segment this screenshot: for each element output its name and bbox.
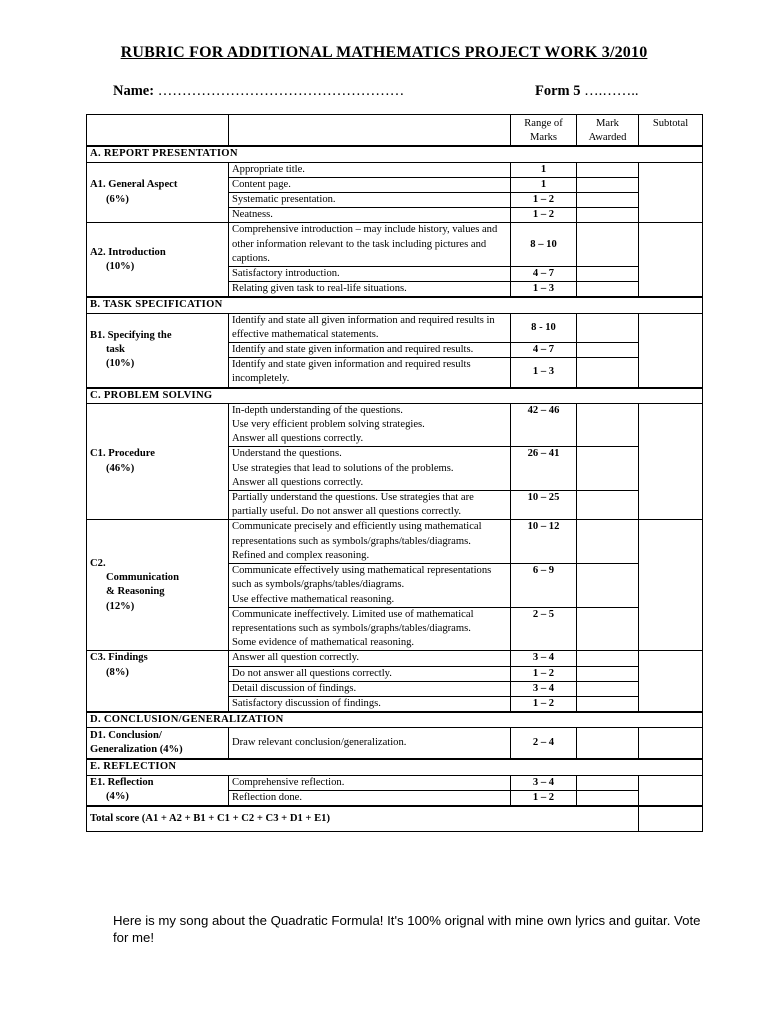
row-range: 10 – 25 <box>511 491 577 520</box>
criterion-label: A1. General Aspect <box>90 179 178 191</box>
criterion-label-cont: Communication <box>106 572 179 584</box>
row-line: Use very efficient problem solving strategies. <box>232 419 425 431</box>
row-range: 8 – 10 <box>511 223 577 267</box>
form-field-row <box>535 83 639 100</box>
table-row <box>87 223 703 267</box>
subtotal-cell[interactable] <box>639 775 703 806</box>
row-range: 1 – 2 <box>511 696 577 712</box>
mark-cell[interactable] <box>577 193 639 208</box>
criterion-label: D1. Conclusion/ <box>90 730 162 742</box>
table-row <box>87 775 703 790</box>
total-row <box>87 806 703 832</box>
row-line: Use strategies that lead to solutions of the problems. <box>232 462 454 474</box>
row-line: Understand the questions. <box>232 448 342 460</box>
row-range: 4 – 7 <box>511 267 577 282</box>
song-note: Here is my song about the Quadratic Formula! It's 100% orignal with mine own lyrics and guitar. Vote for me! <box>113 913 701 945</box>
row-range: 2 – 5 <box>511 607 577 651</box>
row-range: 1 <box>511 162 577 177</box>
mark-cell[interactable] <box>577 696 639 712</box>
table-row <box>87 162 703 177</box>
mark-cell[interactable] <box>577 177 639 192</box>
header-blank-desc <box>229 115 511 147</box>
subtotal-cell[interactable] <box>639 162 703 223</box>
row-description: Partially understand the questions. Use strategies that are partially useful. Do not answer all questions correctly. <box>229 491 511 520</box>
criterion-weight: (8%) <box>106 666 129 678</box>
criterion-weight: (10%) <box>106 260 135 272</box>
row-range: 1 – 3 <box>511 358 577 388</box>
row-description: Content page. <box>229 177 511 192</box>
row-line: Answer all questions correctly. <box>232 476 364 488</box>
mark-cell[interactable] <box>577 728 639 760</box>
table-row <box>87 728 703 760</box>
row-description: Identify and state given information and required results. <box>229 343 511 358</box>
header-blank-criteria <box>87 115 229 147</box>
mark-cell[interactable] <box>577 162 639 177</box>
rubric-table <box>86 114 703 832</box>
section-b-heading: B. TASK SPECIFICATION <box>87 297 703 313</box>
criterion-weight: (12%) <box>106 600 135 612</box>
total-score-cell[interactable] <box>639 806 703 832</box>
row-description: Satisfactory introduction. <box>229 267 511 282</box>
mark-cell[interactable] <box>577 343 639 358</box>
mark-cell[interactable] <box>577 267 639 282</box>
section-row <box>87 759 703 775</box>
row-description: Reflection done. <box>229 790 511 806</box>
row-range: 42 – 46 <box>511 403 577 447</box>
criterion-d1 <box>87 728 229 760</box>
criterion-a1 <box>87 162 229 223</box>
row-range: 1 – 2 <box>511 666 577 681</box>
row-line: In-depth understanding of the questions. <box>232 404 403 416</box>
section-row <box>87 297 703 313</box>
row-description <box>229 520 511 564</box>
row-description: Comprehensive introduction – may include history, values and other information relevant to the task including pictures and captions. <box>229 223 511 267</box>
row-range: 8 - 10 <box>511 313 577 342</box>
mark-cell[interactable] <box>577 790 639 806</box>
row-description <box>229 607 511 651</box>
row-range: 26 – 41 <box>511 447 577 491</box>
row-range: 3 – 4 <box>511 651 577 666</box>
name-field-row <box>113 83 404 100</box>
criterion-label-cont: task <box>106 344 125 356</box>
criterion-weight: (10%) <box>106 358 135 370</box>
row-description <box>229 447 511 491</box>
row-description: Comprehensive reflection. <box>229 775 511 790</box>
mark-cell[interactable] <box>577 607 639 651</box>
row-description: Neatness. <box>229 208 511 223</box>
table-row <box>87 313 703 342</box>
criterion-label: C2. <box>90 557 106 569</box>
row-line: Use effective mathematical reasoning. <box>232 593 395 605</box>
mark-cell[interactable] <box>577 666 639 681</box>
section-row <box>87 712 703 728</box>
row-description: Detail discussion of findings. <box>229 681 511 696</box>
criterion-c2 <box>87 520 229 651</box>
criterion-weight: (46%) <box>106 462 135 474</box>
row-range: 10 – 12 <box>511 520 577 564</box>
subtotal-cell[interactable] <box>639 520 703 651</box>
mark-cell[interactable] <box>577 491 639 520</box>
mark-cell[interactable] <box>577 651 639 666</box>
subtotal-cell[interactable] <box>639 651 703 712</box>
criterion-label: E1. Reflection <box>90 776 154 788</box>
table-row <box>87 403 703 447</box>
mark-cell[interactable] <box>577 223 639 267</box>
criterion-label-cont: Generalization (4%) <box>90 744 183 756</box>
table-row <box>87 651 703 666</box>
criterion-b1 <box>87 313 229 388</box>
row-line: Some evidence of mathematical reasoning. <box>232 637 415 649</box>
criterion-label: A2. Introduction <box>90 246 166 258</box>
criterion-label: C3. Findings <box>90 652 148 664</box>
criterion-e1 <box>87 775 229 806</box>
row-description <box>229 564 511 608</box>
row-range: 1 – 3 <box>511 282 577 298</box>
row-line: Communicate effectively using mathematical representations such as symbols/graphs/tables/diagrams. <box>232 565 492 591</box>
mark-cell[interactable] <box>577 358 639 388</box>
mark-cell[interactable] <box>577 403 639 447</box>
criterion-weight: (6%) <box>106 193 129 205</box>
criterion-weight: (4%) <box>106 790 129 802</box>
table-row <box>87 520 703 564</box>
subtotal-cell[interactable] <box>639 728 703 760</box>
criterion-a2 <box>87 223 229 298</box>
row-range: 2 – 4 <box>511 728 577 760</box>
row-range: 3 – 4 <box>511 775 577 790</box>
row-line: Communicate ineffectively. Limited use of mathematical representations such as symbols/graphs/tables/diagrams. <box>232 608 474 634</box>
total-score-label: Total score (A1 + A2 + B1 + C1 + C2 + C3 + D1 + E1) <box>87 806 639 832</box>
mark-cell[interactable] <box>577 681 639 696</box>
criterion-c3 <box>87 651 229 712</box>
row-range: 4 – 7 <box>511 343 577 358</box>
section-row <box>87 146 703 162</box>
row-range: 1 – 2 <box>511 208 577 223</box>
table-header-row <box>87 115 703 147</box>
row-description: Relating given task to real-life situations. <box>229 282 511 298</box>
row-range: 1 – 2 <box>511 790 577 806</box>
section-e-heading: E. REFLECTION <box>87 759 703 775</box>
subtotal-cell[interactable] <box>639 313 703 388</box>
row-range: 3 – 4 <box>511 681 577 696</box>
mark-cell[interactable] <box>577 520 639 564</box>
row-description: Appropriate title. <box>229 162 511 177</box>
row-description: Identify and state given information and required results incompletely. <box>229 358 511 388</box>
row-line: Communicate precisely and efficiently using mathematical representations such as symbols/graphs/tables/diagrams. <box>232 521 482 547</box>
row-description: Draw relevant conclusion/generalization. <box>229 728 511 760</box>
subtotal-cell[interactable] <box>639 403 703 520</box>
row-description: Do not answer all questions correctly. <box>229 666 511 681</box>
row-description: Identify and state all given information and required results in effective mathematical statements. <box>229 313 511 342</box>
criterion-c1 <box>87 403 229 520</box>
row-range: 6 – 9 <box>511 564 577 608</box>
mark-cell[interactable] <box>577 775 639 790</box>
mark-cell[interactable] <box>577 208 639 223</box>
criterion-label: C1. Procedure <box>90 448 155 460</box>
section-d-heading: D. CONCLUSION/GENERALIZATION <box>87 712 703 728</box>
name-blank: …………………………………………… <box>157 83 405 99</box>
row-description: Answer all question correctly. <box>229 651 511 666</box>
row-line: Refined and complex reasoning. <box>232 549 370 561</box>
header-subtotal: Subtotal <box>639 115 703 147</box>
subtotal-cell[interactable] <box>639 223 703 298</box>
form-label: Form 5 <box>535 83 581 99</box>
form-blank: ….…….. <box>584 83 639 99</box>
section-c-heading: C. PROBLEM SOLVING <box>87 388 703 404</box>
header-range: Range of Marks <box>511 115 577 147</box>
row-description: Satisfactory discussion of findings. <box>229 696 511 712</box>
criterion-label-cont: & Reasoning <box>106 586 165 598</box>
mark-cell[interactable] <box>577 313 639 342</box>
row-description: Systematic presentation. <box>229 193 511 208</box>
row-description <box>229 403 511 447</box>
row-line: Answer all questions correctly. <box>232 433 364 445</box>
name-label: Name: <box>113 83 155 99</box>
mark-cell[interactable] <box>577 564 639 608</box>
document-title: RUBRIC FOR ADDITIONAL MATHEMATICS PROJECT WORK 3/2010 <box>120 44 648 61</box>
section-a-heading: A. REPORT PRESENTATION <box>87 146 703 162</box>
criterion-label: B1. Specifying the <box>90 329 172 341</box>
header-mark: Mark Awarded <box>577 115 639 147</box>
mark-cell[interactable] <box>577 282 639 298</box>
section-row <box>87 388 703 404</box>
row-range: 1 <box>511 177 577 192</box>
mark-cell[interactable] <box>577 447 639 491</box>
row-range: 1 – 2 <box>511 193 577 208</box>
